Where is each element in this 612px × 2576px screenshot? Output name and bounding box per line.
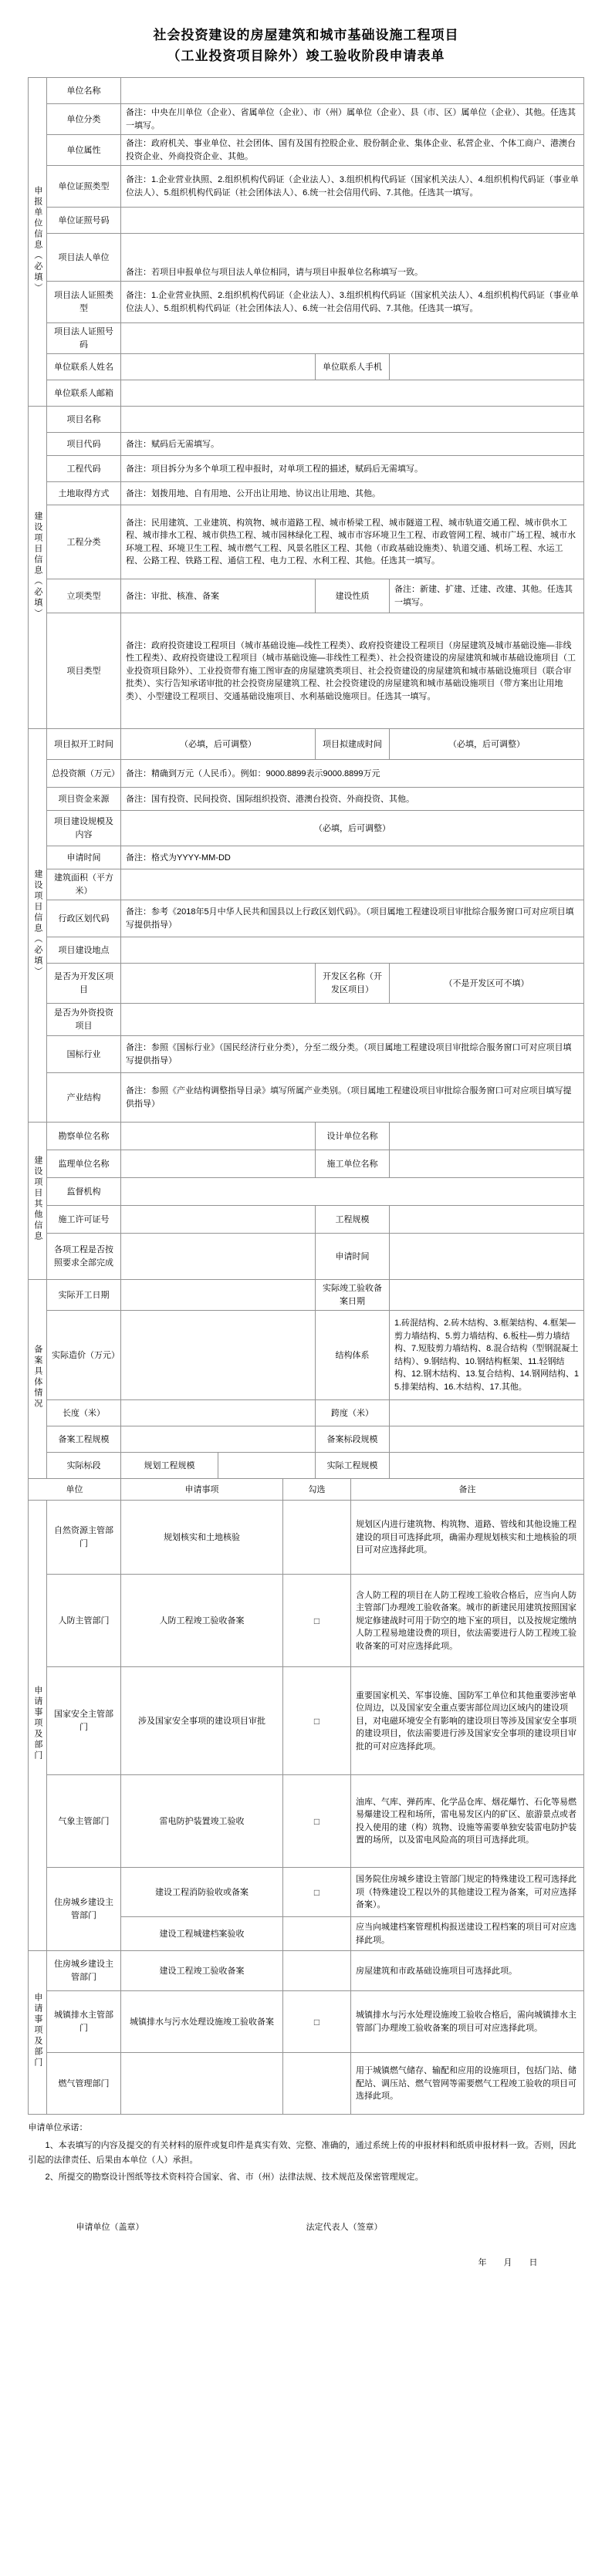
field-label: 各项工程是否按照要求全部完成 — [47, 1234, 121, 1280]
field-label: 项目法人单位 — [47, 234, 121, 282]
field-label: 立项类型 — [47, 579, 121, 613]
field-label: 实际工程规模 — [316, 1453, 390, 1479]
applicant-promise — [29, 2121, 584, 2185]
field-label: 申请时间 — [316, 1234, 390, 1280]
field-label: 单位联系人姓名 — [47, 354, 121, 380]
item-cell — [121, 2053, 283, 2115]
field-label: 规划工程规模 — [121, 1453, 218, 1479]
remark-text: 备注：格式为YYYY-MM-DD — [121, 846, 584, 869]
applicant-seal-label: 申请单位（盖章） — [76, 2223, 144, 2233]
field-label: 项目法人证照类型 — [47, 282, 121, 323]
input-cell[interactable] — [121, 964, 316, 1004]
remark-text: 备注：新建、扩建、迁建、改建、其他。任选其一填写。 — [390, 579, 584, 613]
checkbox-cell[interactable] — [283, 1775, 351, 1868]
item-cell: 涉及国家安全事项的建设项目审批 — [121, 1667, 283, 1775]
dept-cell: 住房城乡建设主管部门 — [47, 1951, 121, 1991]
group-label: 申请事项及部门 — [32, 1993, 42, 2069]
field-label: 开发区名称（开发区项目） — [316, 964, 390, 1004]
remark-text: 备注：1.企业营业执照、2.组织机构代码证（企业法人）、3.组织机构代码证（国家机关法人）、4.组织机构代码证（事业单位法人）、5.组织机构代码证（社会团体法人）、6.统一社会信用代码、7.其他。任选其一填写。 — [121, 166, 584, 208]
field-label: 施工许可证号 — [47, 1206, 121, 1234]
field-label: 项目资金来源 — [47, 788, 121, 811]
col-header-item: 申请事项 — [121, 1479, 283, 1501]
remark-text: 备注：参照《产业结构调整指导目录》填写所属产业类别。（项目属地工程建设项目审批综合服务窗口可对应项目填写提供指导） — [121, 1073, 584, 1123]
checkbox-cell[interactable] — [283, 2053, 351, 2115]
field-label: 项目建设规模及内容 — [47, 811, 121, 846]
input-cell[interactable] — [121, 1400, 316, 1426]
field-label: 监理单位名称 — [47, 1150, 121, 1178]
input-cell[interactable] — [121, 1234, 316, 1280]
field-label: 单位属性 — [47, 135, 121, 166]
input-cell[interactable] — [121, 1004, 584, 1036]
input-cell[interactable] — [121, 1426, 316, 1453]
input-cell[interactable]: （必填，后可调整） — [390, 729, 584, 760]
group-label-cell — [29, 1280, 47, 1479]
checkbox-cell[interactable] — [283, 1575, 351, 1667]
input-cell[interactable] — [121, 354, 316, 380]
input-cell[interactable] — [121, 208, 584, 234]
field-label: 实际竣工验收备案日期 — [316, 1280, 390, 1311]
group-label-cell — [29, 407, 47, 729]
application-items-section-2 — [28, 1950, 584, 2115]
input-cell[interactable] — [121, 937, 584, 964]
input-cell[interactable] — [121, 1178, 584, 1206]
remark-text: 1.砖混结构、2.砖木结构、3.框架结构、4.框架—剪力墙结构、5.剪力墙结构、6.板柱—剪力墙结构、7.短肢剪力墙结构、8.混合结构（型钢混凝土结构）、9.钢结构、10.钢结构框架、11.轻钢结构、12.钢木结构、13.复合结构、14.钢网结构、15.排架结构、16.木结构、17.其他。 — [390, 1311, 584, 1400]
project-info-section-2 — [28, 728, 584, 1123]
field-label: 项目法人证照号码 — [47, 323, 121, 354]
note-cell: 规划区内进行建筑物、构筑物、道路、管线和其他设施工程建设的项目可选择此项，确需办理规划核实和土地核验的项目可对应选择此项。 — [351, 1501, 584, 1575]
dept-cell: 住房城乡建设主管部门 — [47, 1868, 121, 1951]
field-label: 项目拟开工时间 — [47, 729, 121, 760]
item-cell: 规划核实和土地核验 — [121, 1501, 283, 1575]
group-label: 建设项目其他信息 — [32, 1156, 42, 1243]
field-label: 单位分类 — [47, 104, 121, 135]
checkbox-icon[interactable]: □ — [313, 1715, 320, 1727]
item-cell: 建设工程消防验收或备案 — [121, 1868, 283, 1917]
field-label: 备案标段规模 — [316, 1426, 390, 1453]
dept-cell: 燃气管理部门 — [47, 2053, 121, 2115]
remark-text: 备注：赋码后无需填写。 — [121, 433, 584, 456]
input-cell[interactable] — [390, 1280, 584, 1311]
field-label: 单位联系人手机 — [316, 354, 390, 380]
item-cell: 城镇排水与污水处理设施竣工验收备案 — [121, 1991, 283, 2053]
field-label: 单位证照号码 — [47, 208, 121, 234]
field-label: 工程代码 — [47, 456, 121, 482]
promise-item-2: 2、所提交的勘察设计图纸等技术资料符合国家、省、市（州）法律法规、技术规范及保密管理规定。 — [45, 2173, 424, 2183]
record-detail-section — [28, 1279, 584, 1479]
group-label: 备案具体情况 — [32, 1345, 42, 1410]
field-label: 单位证照类型 — [47, 166, 121, 208]
note-cell: 房屋建筑和市政基础设施项目可选择此项。 — [351, 1951, 584, 1991]
remark-text: 备注：政府投资建设工程项目（城市基础设施—线性工程类）、政府投资建设工程项目（房屋建筑及城市基础设施—非线性工程类）、政府投资建设工程项目（城市基础设施—非线性工程类）、社会投资建设的房屋建筑和城市基础设施项目（工业投资项目除外）、工业投资带有施工图审查的房屋建筑类项目、社会投资建设的房屋建筑和城市基础设施项目（联合审批类）、实行告知承诺审批的社会投资房屋建筑工程、社会投资建设的房屋建筑和城市基础设施项目（带方案出让用地类）、小型建设工程项目、交通基础设施项目、水利基础设施项目。任选其一填写。 — [121, 613, 584, 729]
checkbox-cell[interactable] — [283, 1501, 351, 1575]
checkbox-cell[interactable] — [283, 1991, 351, 2053]
field-label: 是否为外资投资项目 — [47, 1004, 121, 1036]
field-label: 工程分类 — [47, 505, 121, 579]
promise-item-1: 1、本表填写的内容及提交的有关材料的原件或复印件是真实有效、完整、准确的，通过系统上传的申报材料和纸质申报材料一致。否则，因此引起的法律责任、后果由本单位（人）承担。 — [28, 2141, 576, 2165]
field-label: 长度（米） — [47, 1400, 121, 1426]
col-header-check: 勾选 — [283, 1479, 351, 1501]
applicant-unit-section — [28, 77, 584, 407]
field-label: 项目代码 — [47, 433, 121, 456]
checkbox-icon[interactable]: □ — [313, 2016, 320, 2027]
input-cell[interactable] — [121, 1150, 316, 1178]
promise-title: 申请单位承诺： — [28, 2123, 88, 2133]
input-cell[interactable] — [121, 1311, 316, 1400]
remark-text: 备注：国有投资、民间投资、国际组织投资、港澳台投资、外商投资、其他。 — [121, 788, 584, 811]
dept-cell: 气象主管部门 — [47, 1775, 121, 1868]
note-cell: 城镇排水与污水处理设施竣工验收合格后，需向城镇排水主管部门办理竣工验收备案的项目可对应选择此项。 — [351, 1991, 584, 2053]
field-label: 备案工程规模 — [47, 1426, 121, 1453]
group-label-cell — [29, 729, 47, 1123]
remark-text: 备注：政府机关、事业单位、社会团体、国有及国有控股企业、股份制企业、集体企业、私营企业、个体工商户、港澳台投资企业、外商投资企业、其他。 — [121, 135, 584, 166]
field-label: 勘察单位名称 — [47, 1123, 121, 1150]
checkbox-icon[interactable]: □ — [313, 1815, 320, 1827]
page-title — [28, 25, 584, 66]
input-cell[interactable] — [390, 1150, 584, 1178]
group-label-cell — [29, 1123, 47, 1280]
remark-text: 备注：民用建筑、工业建筑、构筑物、城市道路工程、城市桥梁工程、城市隧道工程、城市轨道交通工程、城市供水工程、城市排水工程、城市供热工程、城市园林绿化工程、城市市容环境卫生工程、市政管网工程、城市广场工程、城市水环境工程、环境卫生工程、城市燃气工程、风景名胜区工程、其他（市政基础设施类）、轨道交通、机场工程、水运工程、公路工程、铁路工程、通信工程、电力工程、水利工程、其他。任选其一填写。 — [121, 505, 584, 579]
note-cell: 油库、气库、弹药库、化学品仓库、烟花爆竹、石化等易燃易爆建设工程和场所，雷电易发区内的矿区、旅游景点或者投入使用的建（构）筑物、设施等需要单独安装雷电防护装置的场所，以及雷电风险高的项目可选择此项。 — [351, 1775, 584, 1868]
field-label: 项目类型 — [47, 613, 121, 729]
input-cell[interactable] — [121, 1123, 316, 1150]
title-line1: 社会投资建设的房屋建筑和城市基础设施工程项目 — [153, 28, 459, 42]
input-cell[interactable] — [390, 1453, 584, 1479]
input-cell[interactable] — [390, 1123, 584, 1150]
project-info-section-1 — [28, 406, 584, 729]
checkbox-icon[interactable]: □ — [313, 1615, 320, 1626]
field-label: 实际造价（万元） — [47, 1311, 121, 1400]
input-cell[interactable] — [390, 1234, 584, 1280]
group-label-cell — [29, 78, 47, 407]
remark-text: 备注：参考《2018年5月中华人民共和国县以上行政区划代码》。（项目属地工程建设项目审批综合服务窗口可对应项目填写提供指导） — [121, 900, 584, 937]
remark-text: 备注：划拨用地、自有用地、公开出让用地、协议出让用地、其他。 — [121, 482, 584, 505]
input-cell[interactable] — [121, 323, 584, 354]
dept-cell: 自然资源主管部门 — [47, 1501, 121, 1575]
form-body — [28, 77, 584, 2115]
field-label: 施工单位名称 — [316, 1150, 390, 1178]
input-cell[interactable]: （必填，后可调整） — [121, 729, 316, 760]
input-cell[interactable] — [218, 1453, 316, 1479]
field-label: 土地取得方式 — [47, 482, 121, 505]
field-label: 设计单位名称 — [316, 1123, 390, 1150]
checkbox-cell[interactable] — [283, 1951, 351, 1991]
project-other-info-section — [28, 1122, 584, 1280]
dept-cell: 人防主管部门 — [47, 1575, 121, 1667]
input-cell[interactable] — [390, 1400, 584, 1426]
input-cell[interactable] — [121, 380, 584, 407]
field-label: 单位名称 — [47, 78, 121, 104]
input-cell[interactable] — [121, 1280, 316, 1311]
field-label: 跨度（米） — [316, 1400, 390, 1426]
input-cell[interactable] — [121, 78, 584, 104]
group-label: 建设项目信息（必填） — [32, 869, 42, 978]
signature-row — [29, 2220, 584, 2233]
col-header-unit: 单位 — [29, 1479, 121, 1501]
input-cell[interactable] — [390, 1206, 584, 1234]
field-label: 实际标段 — [47, 1453, 121, 1479]
field-label: 建筑面积（平方米） — [47, 869, 121, 900]
remark-text: 备注：审批、核准、备案 — [121, 579, 316, 613]
input-cell[interactable] — [121, 1206, 316, 1234]
item-cell: 建设工程竣工验收备案 — [121, 1951, 283, 1991]
remark-text: 备注：若项目申报单位与项目法人单位相同，请与项目申报单位名称填写一致。 — [121, 234, 584, 282]
field-label: 项目名称 — [47, 407, 121, 433]
note-cell: 应当向城建档案管理机构报送建设工程档案的项目可对应选择此项。 — [351, 1917, 584, 1951]
dept-cell: 国家安全主管部门 — [47, 1667, 121, 1775]
remark-text: 备注：1.企业营业执照、2.组织机构代码证（企业法人）、3.组织机构代码证（国家机关法人）、4.组织机构代码证（事业单位法人）、5.组织机构代码证（社会团体法人）、6.统一社会信用代码、7.其他。任选其一填写。 — [121, 282, 584, 323]
input-cell[interactable] — [121, 869, 584, 900]
field-label: 国标行业 — [47, 1036, 121, 1073]
note-cell: 重要国家机关、军事设施、国防军工单位和其他重要涉密单位周边，以及国家安全重点要害部位周边区域内的建设项目，对电磁环境安全有影响的建设项目等涉及国家安全事项的建设项目，依法需要进行涉及国家安全事项的建设项目审批的可对应选择此项。 — [351, 1667, 584, 1775]
field-label: 总投资额（万元） — [47, 760, 121, 788]
item-cell: 雷电防护装置竣工验收 — [121, 1775, 283, 1868]
note-cell: 含人防工程的项目在人防工程竣工验收合格后，应当向人防主管部门办理竣工验收备案。城市的新建民用建筑按照国家规定修建战时可用于防空的地下室的项目，以及按规定缴纳人防工程易地建设费的项目，依法需要进行人防工程竣工验收备案的可对应选择此项。 — [351, 1575, 584, 1667]
field-label: 单位联系人邮箱 — [47, 380, 121, 407]
field-label: 实际开工日期 — [47, 1280, 121, 1311]
checkbox-cell[interactable] — [283, 1917, 351, 1951]
field-label: 项目建设地点 — [47, 937, 121, 964]
note-cell: 用于城镇燃气储存、输配和应用的设施项目，包括门站、储配站、调压站、燃气管网等需要燃气工程竣工验收的项目可选择此项。 — [351, 2053, 584, 2115]
input-cell[interactable] — [390, 354, 584, 380]
remark-text: 备注：参照《国标行业》（国民经济行业分类），分至二级分类。（项目属地工程建设项目审批综合服务窗口可对应项目填写提供指导） — [121, 1036, 584, 1073]
item-cell: 人防工程竣工验收备案 — [121, 1575, 283, 1667]
field-label: 产业结构 — [47, 1073, 121, 1123]
field-label: 工程规模 — [316, 1206, 390, 1234]
checkbox-cell[interactable] — [283, 1868, 351, 1917]
remark-text: 备注：项目拆分为多个单项工程申报时，对单项工程的描述，赋码后无需填写。 — [121, 456, 584, 482]
application-items-section-1 — [28, 1478, 584, 1951]
remark-text: 备注：精确到万元（人民币）。例如：9000.8899表示9000.8899万元 — [121, 760, 584, 788]
input-cell[interactable]: （不是开发区可不填） — [390, 964, 584, 1004]
group-label-cell — [29, 1501, 47, 1951]
note-cell: 国务院住房城乡建设主管部门规定的特殊建设工程可选择此项（特殊建设工程以外的其他建设工程为备案，可对应选择备案）。 — [351, 1868, 584, 1917]
field-label: 监督机构 — [47, 1178, 121, 1206]
group-label-cell — [29, 1951, 47, 2115]
input-cell[interactable] — [390, 1426, 584, 1453]
field-label: 项目拟建成时间 — [316, 729, 390, 760]
group-label: 申请事项及部门 — [32, 1686, 42, 1762]
checkbox-icon[interactable]: □ — [313, 1886, 320, 1898]
item-cell: 建设工程城建档案验收 — [121, 1917, 283, 1951]
group-label: 建设项目信息（必填） — [32, 511, 42, 620]
field-label: 申请时间 — [47, 846, 121, 869]
checkbox-cell[interactable] — [283, 1667, 351, 1775]
input-cell[interactable] — [121, 407, 584, 433]
input-cell[interactable]: （必填，后可调整） — [121, 811, 584, 846]
title-line2: （工业投资项目除外）竣工验收阶段申请表单 — [167, 49, 445, 64]
date-row: 年 月 日 — [478, 2258, 538, 2268]
dept-cell: 城镇排水主管部门 — [47, 1991, 121, 2053]
field-label: 是否为开发区项目 — [47, 964, 121, 1004]
field-label: 结构体系 — [316, 1311, 390, 1400]
field-label: 建设性质 — [316, 579, 390, 613]
remark-text: 备注：中央在川单位（企业）、省属单位（企业）、市（州）属单位（企业）、县（市、区）属单位（企业）、其他。任选其一填写。 — [121, 104, 584, 135]
legal-representative-label: 法定代表人（签章） — [306, 2223, 383, 2233]
field-label: 行政区划代码 — [47, 900, 121, 937]
col-header-note: 备注 — [351, 1479, 584, 1501]
group-label: 申报单位信息（必填） — [32, 186, 42, 295]
